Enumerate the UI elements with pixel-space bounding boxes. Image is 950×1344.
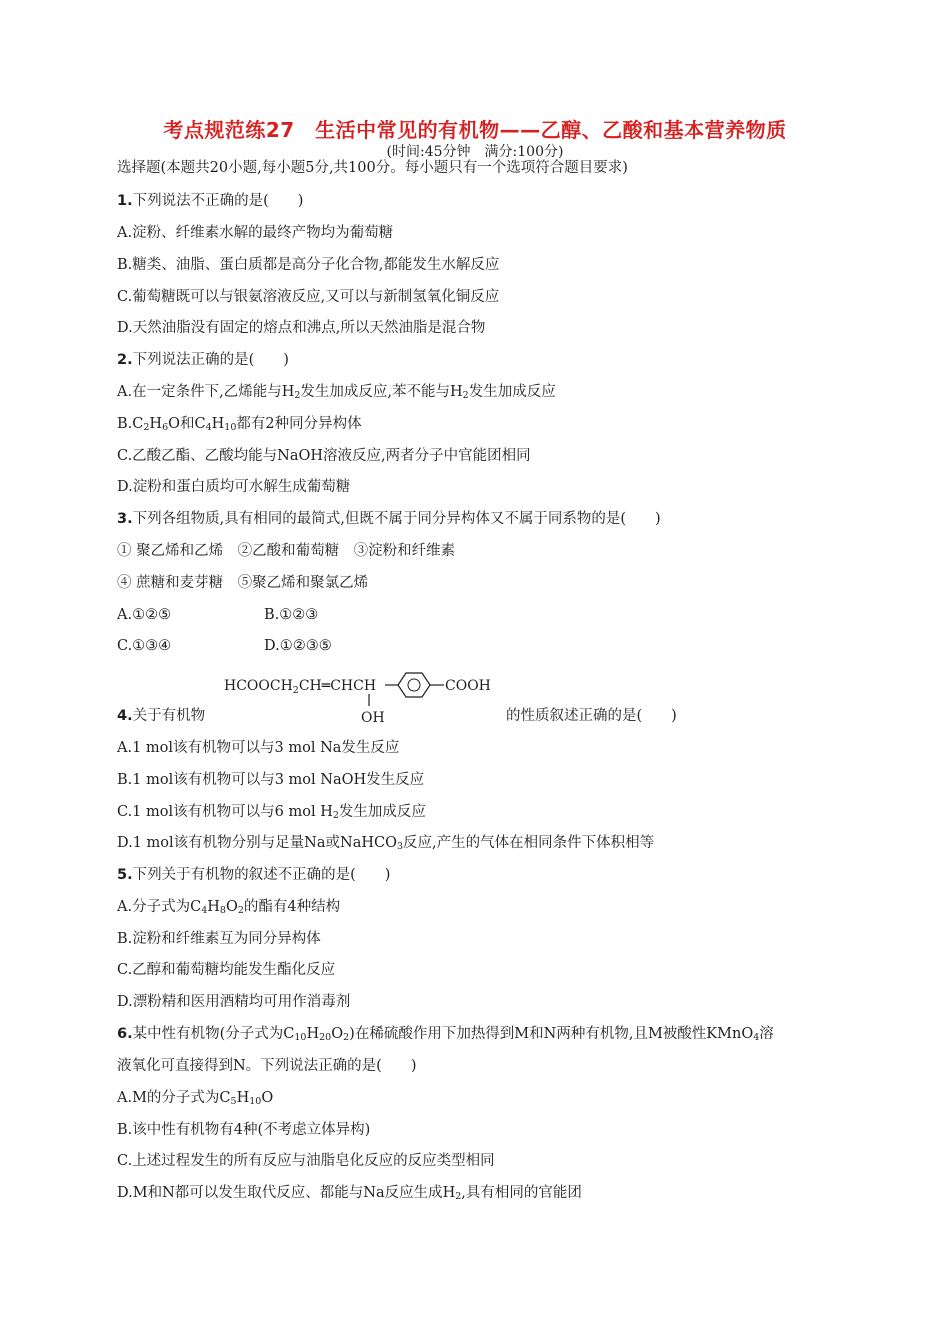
question-number: 6. — [117, 1026, 133, 1042]
subscript: 3 — [396, 841, 404, 852]
question-stem: 下列说法正确的是( ) — [132, 352, 289, 368]
text-part: O和C — [168, 416, 206, 432]
subscript: 5 — [230, 1096, 237, 1107]
structural-formula-svg — [222, 672, 512, 728]
q1-option-a: A.淀粉、纤维素水解的最终产物均为葡萄糖 — [117, 225, 394, 241]
q5-option-d: D.漂粉精和医用酒精均可用作消毒剂 — [117, 994, 351, 1010]
text-part: 的酯有4种结构 — [243, 899, 341, 915]
text-part: C.1 mol该有机物可以与6 mol H — [117, 804, 333, 820]
subscript: 4 — [753, 1032, 760, 1043]
text-part: A.M的分子式为C — [117, 1090, 231, 1106]
q2-option-c: C.乙酸乙酯、乙酸均能与NaOH溶液反应,两者分子中官能团相同 — [117, 448, 531, 464]
q6-option-b: B.该中性有机物有4种(不考虑立体异构) — [117, 1122, 371, 1138]
question-4 — [117, 706, 205, 726]
q4-option-a: A.1 mol该有机物可以与3 mol Na发生反应 — [117, 740, 400, 756]
text-part: 溶 — [759, 1026, 774, 1042]
page-title: 考点规范练27 生活中常见的有机物——乙醇、乙酸和基本营养物质 — [163, 118, 787, 142]
question-number: 3. — [117, 511, 133, 527]
text-part: A.在一定条件下,乙烯能与H — [117, 384, 295, 400]
q4-option-d — [117, 833, 654, 853]
text-part: H — [236, 1090, 250, 1106]
subscript: 4 — [205, 422, 212, 433]
text-part: D.M和N都可以发生取代反应、都能与Na反应生成H — [117, 1185, 456, 1201]
text-part: O — [225, 899, 238, 915]
q3-option-b: B.①②③ — [264, 607, 319, 623]
subscript: 8 — [219, 905, 226, 916]
text-part: H — [207, 899, 220, 915]
page-subtitle: (时间:45分钟 满分:100分) — [386, 144, 564, 160]
q2-option-d: D.淀粉和蛋白质均可水解生成葡萄糖 — [117, 479, 351, 495]
q3-option-c: C.①③④ — [117, 638, 172, 654]
subscript: 10 — [224, 422, 237, 433]
q4-option-b: B.1 mol该有机物可以与3 mol NaOH发生反应 — [117, 772, 425, 788]
question-stem: 下列说法不正确的是( ) — [132, 193, 304, 209]
q3-option-a: A.①②⑤ — [117, 607, 172, 623]
subscript: 6 — [162, 422, 169, 433]
text-part: A.分子式为C — [117, 899, 202, 915]
subscript: 2 — [462, 390, 469, 401]
structural-formula — [222, 672, 512, 728]
q5-option-a — [117, 897, 340, 917]
question-3 — [117, 509, 661, 529]
benzene-ring — [398, 673, 430, 697]
text-part: B.C — [117, 416, 144, 432]
q5-option-c: C.乙醇和葡萄糖均能发生酯化反应 — [117, 962, 336, 978]
q6-option-d — [117, 1183, 582, 1203]
q5-option-b: B.淀粉和纤维素互为同分异构体 — [117, 931, 321, 947]
q6-option-a — [117, 1088, 273, 1108]
q3-items-line-1: ① 聚乙烯和乙烯 ②乙酸和葡萄糖 ③淀粉和纤维素 — [117, 543, 456, 559]
question-number: 4. — [117, 708, 133, 724]
text-part: ,具有相同的官能团 — [461, 1185, 582, 1201]
q1-option-b: B.糖类、油脂、蛋白质都是高分子化合物,都能发生水解反应 — [117, 257, 500, 273]
text-part: O — [331, 1026, 344, 1042]
text-part: 发生加成反应 — [468, 384, 556, 400]
question-1 — [117, 191, 303, 211]
q6-option-c: C.上述过程发生的所有反应与油脂皂化反应的反应类型相同 — [117, 1153, 495, 1169]
formula-right: COOH — [445, 678, 491, 694]
question-number: 1. — [117, 193, 133, 209]
q3-items-line-2: ④ 蔗糖和麦芽糖 ⑤聚乙烯和聚氯乙烯 — [117, 575, 369, 591]
subscript: 2 — [237, 905, 244, 916]
q2-option-b — [117, 414, 362, 434]
section-intro: 选择题(本题共20小题,每小题5分,共100分。每小题只有一个选项符合题目要求) — [117, 160, 628, 176]
text-part: O — [261, 1090, 274, 1106]
benzene-ring-circle — [408, 679, 420, 691]
q2-option-a — [117, 382, 556, 402]
q4-option-c — [117, 802, 426, 822]
subscript: 2 — [143, 422, 150, 433]
formula-oh: OH — [361, 710, 385, 726]
q1-option-c: C.葡萄糖既可以与银氨溶液反应,又可以与新制氢氧化铜反应 — [117, 289, 500, 305]
text-part: 发生加成反应 — [338, 804, 426, 820]
question-6 — [117, 1024, 774, 1044]
text-part: 反应,产生的气体在相同条件下体积相等 — [403, 835, 655, 851]
formula-left: $HCOOCH_2CH═CHCH$ — [224, 678, 377, 696]
text-part: 都有2种同分异构体 — [236, 416, 362, 432]
subscript: 10 — [249, 1096, 262, 1107]
subscript: 2 — [294, 390, 301, 401]
text-part: 某中性有机物(分子式为C — [132, 1026, 295, 1042]
subscript: 2 — [332, 810, 339, 821]
question-stem: 下列各组物质,具有相同的最简式,但既不属于同分异构体又不属于同系物的是( ) — [132, 511, 661, 527]
question-number: 2. — [117, 352, 133, 368]
question-6-line-2: 液氧化可直接得到N。下列说法正确的是( ) — [117, 1058, 417, 1074]
text-part: )在稀硫酸作用下加热得到M和N两种有机物,且M被酸性KMnO — [349, 1026, 754, 1042]
subscript: 20 — [319, 1032, 332, 1043]
text-part: D.1 mol该有机物分别与足量Na或NaHCO — [117, 835, 397, 851]
question-stem-post: 的性质叙述正确的是( ) — [506, 708, 677, 724]
subscript: 10 — [294, 1032, 307, 1043]
question-stem-pre: 关于有机物 — [132, 708, 206, 724]
text-part: H — [149, 416, 163, 432]
subscript: 4 — [201, 905, 208, 916]
question-number: 5. — [117, 867, 133, 883]
question-5 — [117, 865, 390, 885]
q1-option-d: D.天然油脂没有固定的熔点和沸点,所以天然油脂是混合物 — [117, 320, 486, 336]
q3-option-d: D.①②③⑤ — [264, 638, 332, 654]
subscript: 2 — [343, 1032, 350, 1043]
text-part: H — [306, 1026, 320, 1042]
subscript: 2 — [455, 1191, 462, 1202]
text-part: 发生加成反应,苯不能与H — [300, 384, 463, 400]
question-2 — [117, 350, 289, 370]
question-stem: 下列关于有机物的叙述不正确的是( ) — [132, 867, 391, 883]
text-part: H — [211, 416, 225, 432]
